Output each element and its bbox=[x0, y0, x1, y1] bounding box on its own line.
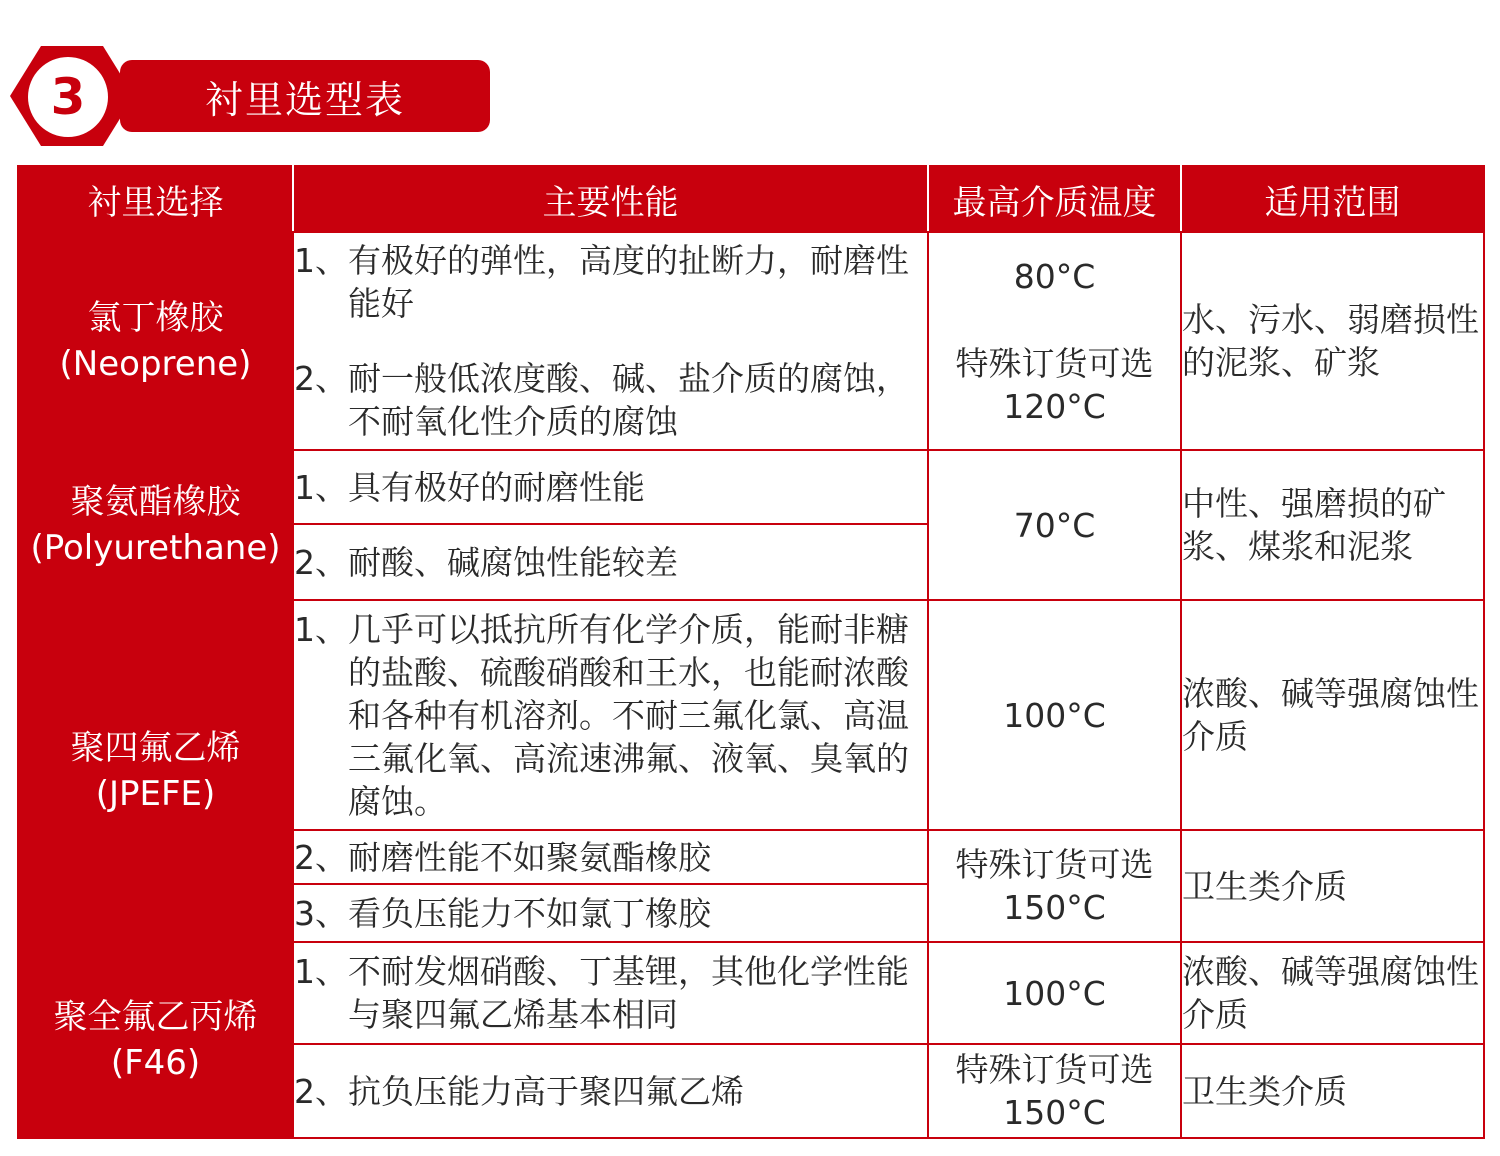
item-text: 抗负压能力高于聚四氟乙烯 bbox=[348, 1071, 744, 1111]
temperature-cell bbox=[928, 1044, 1181, 1138]
scope-cell: 水、污水、弱磨损性的泥浆、矿浆 bbox=[1181, 232, 1484, 450]
performance-cell bbox=[293, 830, 928, 884]
temperature-cell: 100°C bbox=[928, 600, 1181, 830]
item-number: 1、 bbox=[294, 467, 348, 507]
table-header-row bbox=[18, 166, 1484, 232]
item-text: 看负压能力不如氯丁橡胶 bbox=[348, 893, 711, 933]
item-text: 具有极好的耐磨性能 bbox=[348, 467, 645, 507]
item-text: 耐磨性能不如聚氨酯橡胶 bbox=[348, 837, 711, 877]
lining-selection-table bbox=[17, 165, 1485, 1139]
performance-item bbox=[294, 950, 927, 1036]
temperature-cell bbox=[928, 232, 1181, 450]
performance-item bbox=[294, 357, 927, 443]
material-name: 聚氨酯橡胶 bbox=[70, 482, 241, 522]
item-number: 1、 bbox=[294, 241, 348, 280]
temp-special-value: 150°C bbox=[1003, 1093, 1106, 1132]
item-number: 1、 bbox=[294, 609, 348, 649]
item-text: 耐一般低浓度酸、碱、盐介质的腐蚀，不耐氧化性介质的腐蚀 bbox=[348, 359, 909, 441]
material-code: (Polyurethane) bbox=[30, 528, 281, 568]
temp-special-label: 特殊订货可选 bbox=[955, 845, 1154, 884]
scope-cell: 中性、强磨损的矿浆、煤浆和泥浆 bbox=[1181, 450, 1484, 600]
item-number: 2、 bbox=[294, 837, 348, 877]
performance-item bbox=[294, 608, 927, 823]
performance-cell bbox=[293, 1044, 928, 1138]
item-text: 有极好的弹性，高度的扯断力，耐磨性能好 bbox=[348, 241, 909, 323]
table-row bbox=[18, 232, 1484, 450]
temperature-cell: 70°C bbox=[928, 450, 1181, 600]
material-code: (F46) bbox=[110, 1043, 201, 1083]
temperature-cell: 100°C bbox=[928, 942, 1181, 1044]
column-header-scope: 适用范围 bbox=[1181, 166, 1484, 232]
performance-item bbox=[294, 1070, 927, 1113]
scope-cell: 卫生类介质 bbox=[1181, 1044, 1484, 1138]
temperature-cell bbox=[928, 830, 1181, 942]
scope-cell: 浓酸、碱等强腐蚀性介质 bbox=[1181, 942, 1484, 1044]
material-cell bbox=[18, 450, 293, 600]
item-text: 几乎可以抵抗所有化学介质，能耐非糖的盐酸、硫酸硝酸和王水，也能耐浓酸和各种有机溶剂。不耐三氟化氯、高温三氟化氧、高流速沸氟、液氧、臭氧的腐蚀。 bbox=[348, 609, 909, 821]
column-header-lining: 衬里选择 bbox=[18, 166, 293, 232]
table-row bbox=[18, 450, 1484, 524]
item-text: 耐酸、碱腐蚀性能较差 bbox=[348, 542, 678, 582]
column-header-performance: 主要性能 bbox=[293, 166, 928, 232]
table-row bbox=[18, 600, 1484, 830]
scope-cell: 卫生类介质 bbox=[1181, 830, 1484, 942]
performance-cell bbox=[293, 942, 928, 1044]
material-name: 聚四氟乙烯 bbox=[70, 728, 241, 768]
item-text: 不耐发烟硝酸、丁基锂，其他化学性能与聚四氟乙烯基本相同 bbox=[348, 952, 909, 1034]
performance-item bbox=[294, 892, 927, 935]
performance-cell bbox=[293, 232, 928, 450]
performance-cell bbox=[293, 524, 928, 600]
scope-cell: 浓酸、碱等强腐蚀性介质 bbox=[1181, 600, 1484, 830]
material-cell bbox=[18, 942, 293, 1138]
material-name: 氯丁橡胶 bbox=[87, 298, 224, 338]
performance-item bbox=[294, 239, 927, 325]
material-code: (Neoprene) bbox=[59, 344, 252, 384]
temp-special-label: 特殊订货可选 bbox=[955, 1050, 1154, 1089]
temp-special-value: 150°C bbox=[1003, 888, 1106, 927]
temp-special-label: 特殊订货可选 bbox=[955, 343, 1154, 383]
temp-standard: 80°C bbox=[1013, 256, 1096, 296]
column-header-max-temp: 最高介质温度 bbox=[928, 166, 1181, 232]
performance-cell bbox=[293, 450, 928, 524]
item-number: 3、 bbox=[294, 893, 348, 933]
material-code: (JPEFE) bbox=[95, 774, 216, 814]
temp-special-value: 120°C bbox=[1003, 386, 1106, 426]
performance-item bbox=[294, 836, 927, 879]
section-number: 3 bbox=[50, 68, 86, 126]
section-title: 衬里选型表 bbox=[204, 77, 405, 122]
material-name: 聚全氟乙丙烯 bbox=[53, 997, 258, 1037]
section-number-badge bbox=[28, 57, 108, 137]
table-row bbox=[18, 942, 1484, 1044]
section-title-bar bbox=[120, 60, 490, 132]
performance-cell bbox=[293, 884, 928, 942]
performance-item bbox=[294, 541, 927, 584]
performance-cell bbox=[293, 600, 928, 830]
material-cell bbox=[18, 600, 293, 942]
item-number: 2、 bbox=[294, 1071, 348, 1111]
material-cell bbox=[18, 232, 293, 450]
item-number: 2、 bbox=[294, 542, 348, 582]
performance-item bbox=[294, 466, 927, 509]
item-number: 1、 bbox=[294, 952, 348, 991]
item-number: 2、 bbox=[294, 359, 348, 398]
